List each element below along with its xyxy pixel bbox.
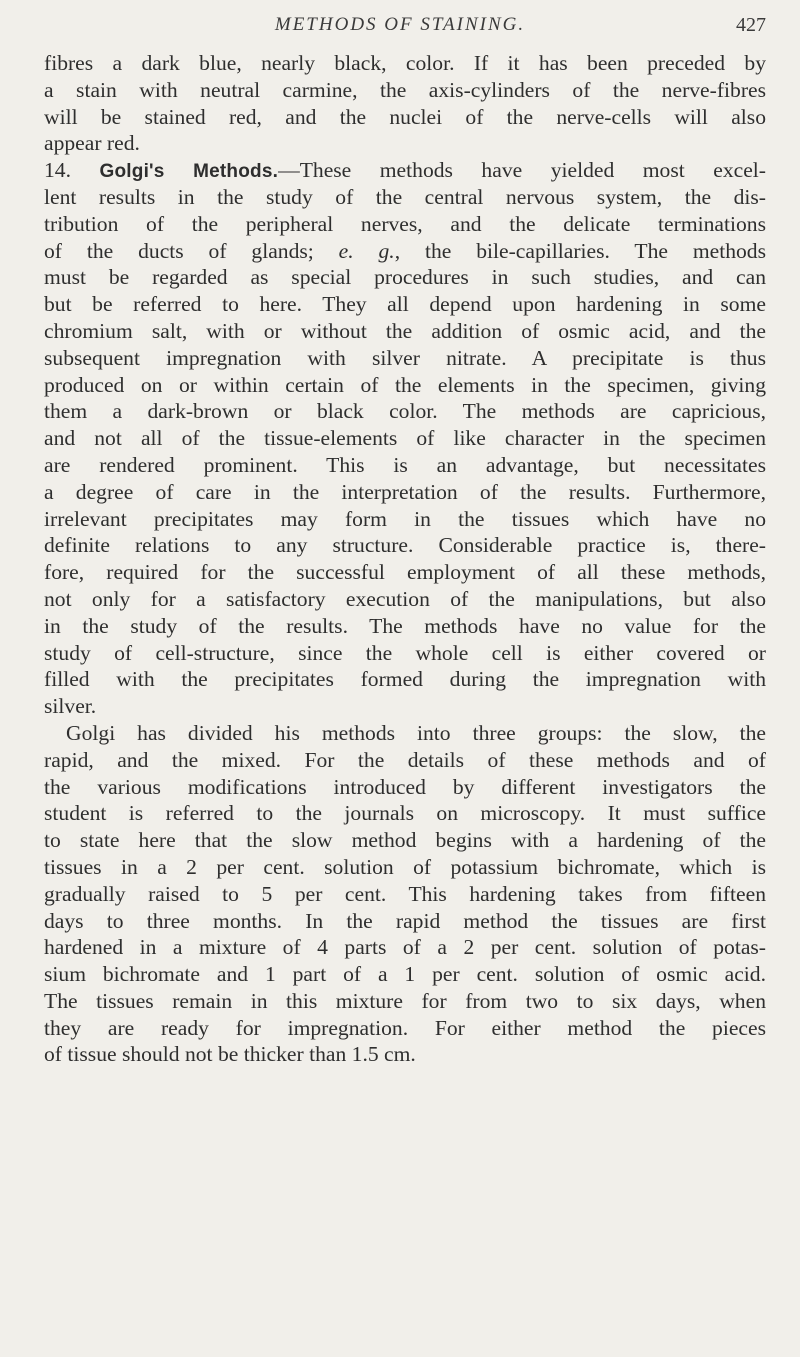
text-fragment: of the ducts of glands;	[44, 238, 314, 263]
text-line: lent results in the study of the central nervous system, the dis-	[44, 184, 766, 209]
section-heading-line	[44, 157, 766, 184]
text-line: a degree of care in the interpretation of the results. Furthermore,	[44, 479, 766, 504]
text-line: to state here that the slow method begins with a hardening of the	[44, 828, 766, 853]
running-head: METHODS OF STAINING.	[274, 14, 526, 35]
text-line: but be referred to here. They all depend upon hardening in some	[44, 292, 766, 317]
text-line: they are ready for impregnation. For either method the pieces	[44, 1015, 766, 1040]
text-line: will be stained red, and the nuclei of the nerve-cells will also	[44, 104, 766, 129]
text-line	[44, 238, 766, 265]
text-line: and not all of the tissue-elements of like character in the specimen	[44, 426, 766, 451]
text-fragment: , the bile-capillaries. The methods	[394, 238, 766, 263]
section-number: 14.	[44, 158, 71, 183]
text-line: must be regarded as special procedures in such studies, and can	[44, 265, 766, 290]
text-line: them a dark-brown or black color. The methods are capricious,	[44, 399, 766, 424]
text-line: tribution of the peripheral nerves, and the delicate terminations	[44, 211, 766, 236]
text-line: chromium salt, with or without the addition of osmic acid, and the	[44, 318, 766, 343]
text-line: irrelevant precipitates may form in the tissues which have no	[44, 506, 766, 531]
text-line: the various modifications introduced by different investigators the	[44, 774, 766, 799]
text-line: rapid, and the mixed. For the details of these methods and of	[44, 747, 766, 772]
italic-abbreviation: e. g.	[338, 238, 395, 263]
text-line: student is referred to the journals on microscopy. It must suffice	[44, 801, 766, 826]
section-title: Golgi's Methods.	[99, 161, 279, 183]
page-header	[0, 14, 800, 44]
text-fragment: —These methods have yielded most excel-	[278, 158, 766, 183]
text-line: gradually raised to 5 per cent. This hardening takes from fifteen	[44, 881, 766, 906]
text-line: are rendered prominent. This is an advantage, but necessitates	[44, 452, 766, 477]
body-text	[44, 50, 766, 1068]
text-line: The tissues remain in this mixture for from two to six days, when	[44, 988, 766, 1013]
text-line: study of cell-structure, since the whole cell is either covered or	[44, 640, 766, 665]
text-line: hardened in a mixture of 4 parts of a 2 per cent. solution of potas-	[44, 935, 766, 960]
text-line: filled with the precipitates formed during the impregnation with	[44, 667, 766, 692]
text-line: Golgi has divided his methods into three groups: the slow, the	[66, 720, 766, 745]
text-line: of tissue should not be thicker than 1.5 cm.	[44, 1042, 416, 1067]
text-line: fibres a dark blue, nearly black, color. If it has been preceded by	[44, 51, 766, 75]
text-line: a stain with neutral carmine, the axis-cylinders of the nerve-fibres	[44, 77, 766, 102]
text-line: tissues in a 2 per cent. solution of potassium bichromate, which is	[44, 854, 766, 879]
text-line: in the study of the results. The methods have no value for the	[44, 613, 766, 638]
text-line: days to three months. In the rapid method the tissues are first	[44, 908, 766, 933]
text-line: definite relations to any structure. Considerable practice is, there-	[44, 533, 766, 558]
text-line: subsequent impregnation with silver nitrate. A precipitate is thus	[44, 345, 766, 370]
page-number: 427	[736, 14, 766, 36]
text-line: sium bichromate and 1 part of a 1 per cent. solution of osmic acid.	[44, 962, 766, 987]
text-line: produced on or within certain of the elements in the specimen, giving	[44, 372, 766, 397]
text-line: silver.	[44, 694, 97, 719]
text-line: fore, required for the successful employment of all these methods,	[44, 560, 766, 585]
text-line: not only for a satisfactory execution of the manipulations, but also	[44, 586, 766, 611]
text-line: appear red.	[44, 131, 140, 156]
